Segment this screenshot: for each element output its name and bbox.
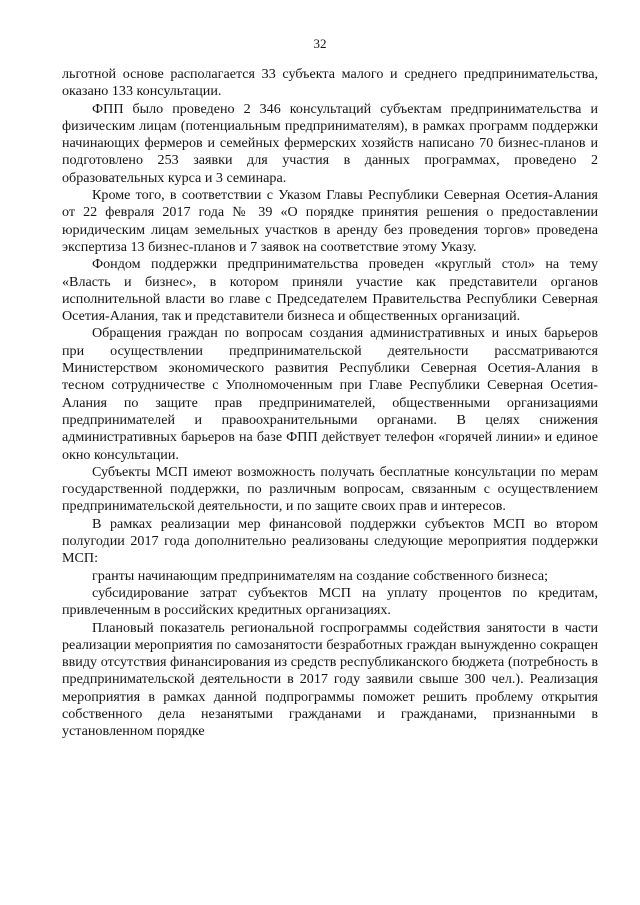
document-body	[62, 66, 598, 741]
paragraph-5: Обращения граждан по вопросам создания административных и иных барьеров при осуществлении предпринимательской деятельности рассматриваются Министерством экономического развития Республики Северная Осетия-Алания в тесном сотрудничестве с Уполномоченным при Главе Республики Северная Осетия-Алания по защите прав предпринимателей, общественными организациями предпринимателей и правоохранительными органами. В целях снижения административных барьеров на базе ФПП действует телефон «горячей линии» и единое окно консультации.	[62, 325, 598, 463]
paragraph-2: ФПП было проведено 2 346 консультаций субъектам предпринимательства и физическим лицам (потенциальным предпринимателям), в рамках программ поддержки начинающих фермеров и семейных фермерских хозяйств написано 70 бизнес-планов и подготовлено 253 заявки для участия в данных программах, проведено 2 образовательных курса и 3 семинара.	[62, 100, 598, 186]
paragraph-3: Кроме того, в соответствии с Указом Главы Республики Северная Осетия-Алания от 22 февраля 2017 года № 39 «О порядке принятия решения о предоставлении юридическим лицам земельных участков в аренду без проведения торгов» проведена экспертиза 13 бизнес-планов и 7 заявок на соответствие этому Указу.	[62, 187, 598, 255]
page-number: 32	[313, 36, 327, 51]
list-item-grants: гранты начинающим предпринимателям на создание собственного бизнеса;	[92, 567, 549, 584]
paragraph-1: льготной основе располагается 33 субъекта малого и среднего предпринимательства, оказано 133 консультации.	[62, 66, 598, 100]
paragraph-6: Субъекты МСП имеют возможность получать бесплатные консультации по мерам государственной поддержки, по различным вопросам, связанным с осуществлением предпринимательской деятельности, и по защите своих прав и интересов.	[62, 463, 598, 515]
paragraph-7: В рамках реализации мер финансовой поддержки субъектов МСП во втором полугодии 2017 года дополнительно реализованы следующие мероприятия поддержки МСП:	[62, 515, 598, 567]
paragraph-8: Плановый показатель региональной госпрограммы содействия занятости в части реализации мероприятия по самозанятости безработных граждан вынужденно сокращен ввиду отсутствия финансирования из средств республиканского бюджета (потребность в предпринимательской деятельности в 2017 году заявили свыше 300 чел.). Реализация мероприятия в рамках данной подпрограммы поможет решить проблему открытия собственного дела незанятыми гражданами и гражданами, признанными в установленном порядке	[62, 619, 598, 740]
paragraph-4: Фондом поддержки предпринимательства проведен «круглый стол» на тему «Власть и бизнес», в котором приняли участие как представители органов исполнительной власти во главе с Председателем Правительства Республики Северная Осетия-Алания, так и представители бизнеса и общественных организаций.	[62, 256, 598, 325]
list-item-subsidies: субсидирование затрат субъектов МСП на уплату процентов по кредитам, привлеченным в российских кредитных организациях.	[62, 584, 598, 619]
